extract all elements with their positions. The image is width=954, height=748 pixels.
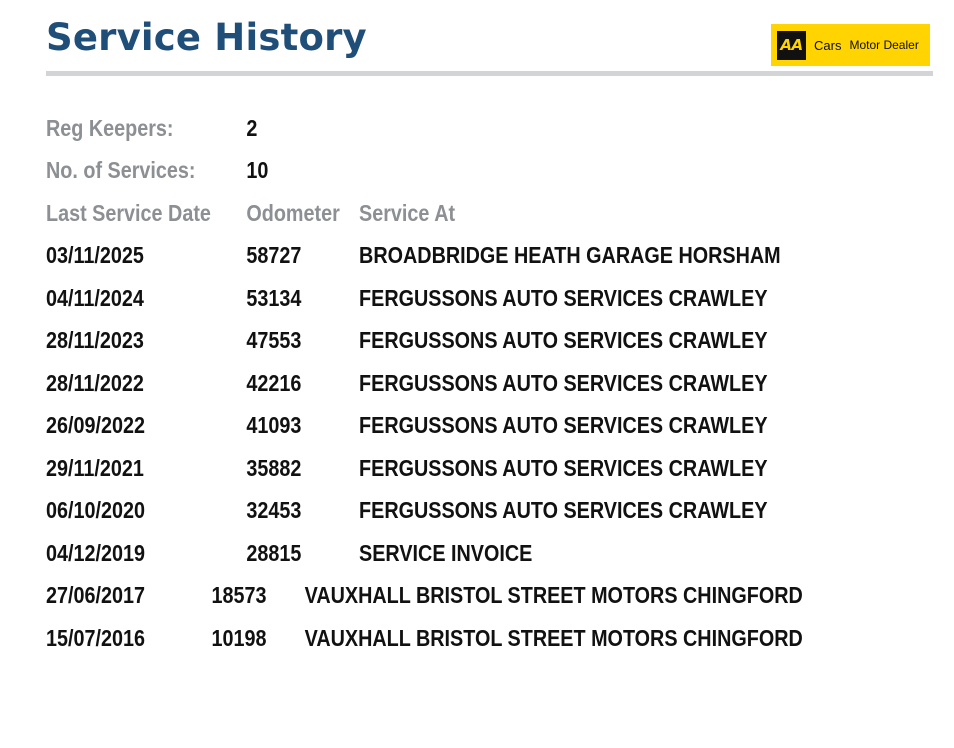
- service-date: 04/12/2019: [46, 539, 146, 566]
- odometer-reading: 42216: [246, 369, 302, 396]
- aa-cars-motor-dealer-logo: [771, 24, 930, 66]
- odometer-reading: 28815: [246, 539, 302, 566]
- service-date: 26/09/2022: [46, 412, 146, 439]
- service-location: BROADBRIDGE HEATH GARAGE HORSHAM: [359, 242, 781, 269]
- odometer-reading: 53134: [246, 284, 302, 311]
- column-header-odometer: Odometer: [246, 199, 340, 226]
- column-header-service-at: Service At: [359, 199, 456, 226]
- column-header-date: Last Service Date: [46, 199, 211, 226]
- header-divider: [46, 71, 933, 76]
- odometer-reading: 58727: [246, 242, 302, 269]
- odometer-reading: 10198: [211, 624, 267, 651]
- service-rows: [46, 235, 926, 660]
- odometer-reading: 41093: [246, 412, 302, 439]
- service-date: 28/11/2022: [46, 369, 144, 396]
- service-location: SERVICE INVOICE: [359, 539, 533, 566]
- aa-logo-mark: AA: [777, 31, 806, 60]
- odometer-reading: 35882: [246, 454, 302, 481]
- service-location: FERGUSSONS AUTO SERVICES CRAWLEY: [359, 412, 768, 439]
- service-date: 04/11/2024: [46, 284, 144, 311]
- services-count-label: No. of Services:: [46, 157, 196, 184]
- odometer-reading: 32453: [246, 497, 302, 524]
- service-location: FERGUSSONS AUTO SERVICES CRAWLEY: [359, 327, 768, 354]
- table-row: [46, 532, 803, 575]
- service-location: FERGUSSONS AUTO SERVICES CRAWLEY: [359, 497, 768, 524]
- service-location: FERGUSSONS AUTO SERVICES CRAWLEY: [359, 284, 768, 311]
- table-row: [46, 320, 803, 363]
- table-row: [46, 490, 803, 533]
- services-count-row: [46, 150, 803, 193]
- service-location: VAUXHALL BRISTOL STREET MOTORS CHINGFORD: [304, 624, 803, 651]
- table-row: [46, 235, 803, 278]
- service-history-table: [46, 107, 926, 660]
- service-date: 06/10/2020: [46, 497, 146, 524]
- services-count-value: 10: [246, 157, 269, 184]
- table-row: [46, 362, 803, 405]
- odometer-reading: 47553: [246, 327, 302, 354]
- table-row: [46, 575, 803, 618]
- service-location: FERGUSSONS AUTO SERVICES CRAWLEY: [359, 454, 768, 481]
- service-location: VAUXHALL BRISTOL STREET MOTORS CHINGFORD: [304, 582, 803, 609]
- logo-cars-text: Cars: [814, 37, 842, 53]
- odometer-reading: 18573: [211, 582, 267, 609]
- logo-dealer-text: Motor Dealer: [849, 38, 919, 52]
- service-date: 28/11/2023: [46, 327, 144, 354]
- table-row: [46, 405, 803, 448]
- service-date: 15/07/2016: [46, 624, 146, 651]
- table-row: [46, 447, 803, 490]
- reg-keepers-label: Reg Keepers:: [46, 114, 174, 141]
- page-title: Service History: [46, 16, 367, 59]
- service-date: 27/06/2017: [46, 582, 146, 609]
- reg-keepers-value: 2: [246, 114, 258, 141]
- table-row: [46, 277, 803, 320]
- service-location: FERGUSSONS AUTO SERVICES CRAWLEY: [359, 369, 768, 396]
- reg-keepers-row: [46, 107, 803, 150]
- service-date: 29/11/2021: [46, 454, 144, 481]
- table-row: [46, 617, 803, 660]
- service-date: 03/11/2025: [46, 242, 144, 269]
- table-header-row: [46, 192, 803, 235]
